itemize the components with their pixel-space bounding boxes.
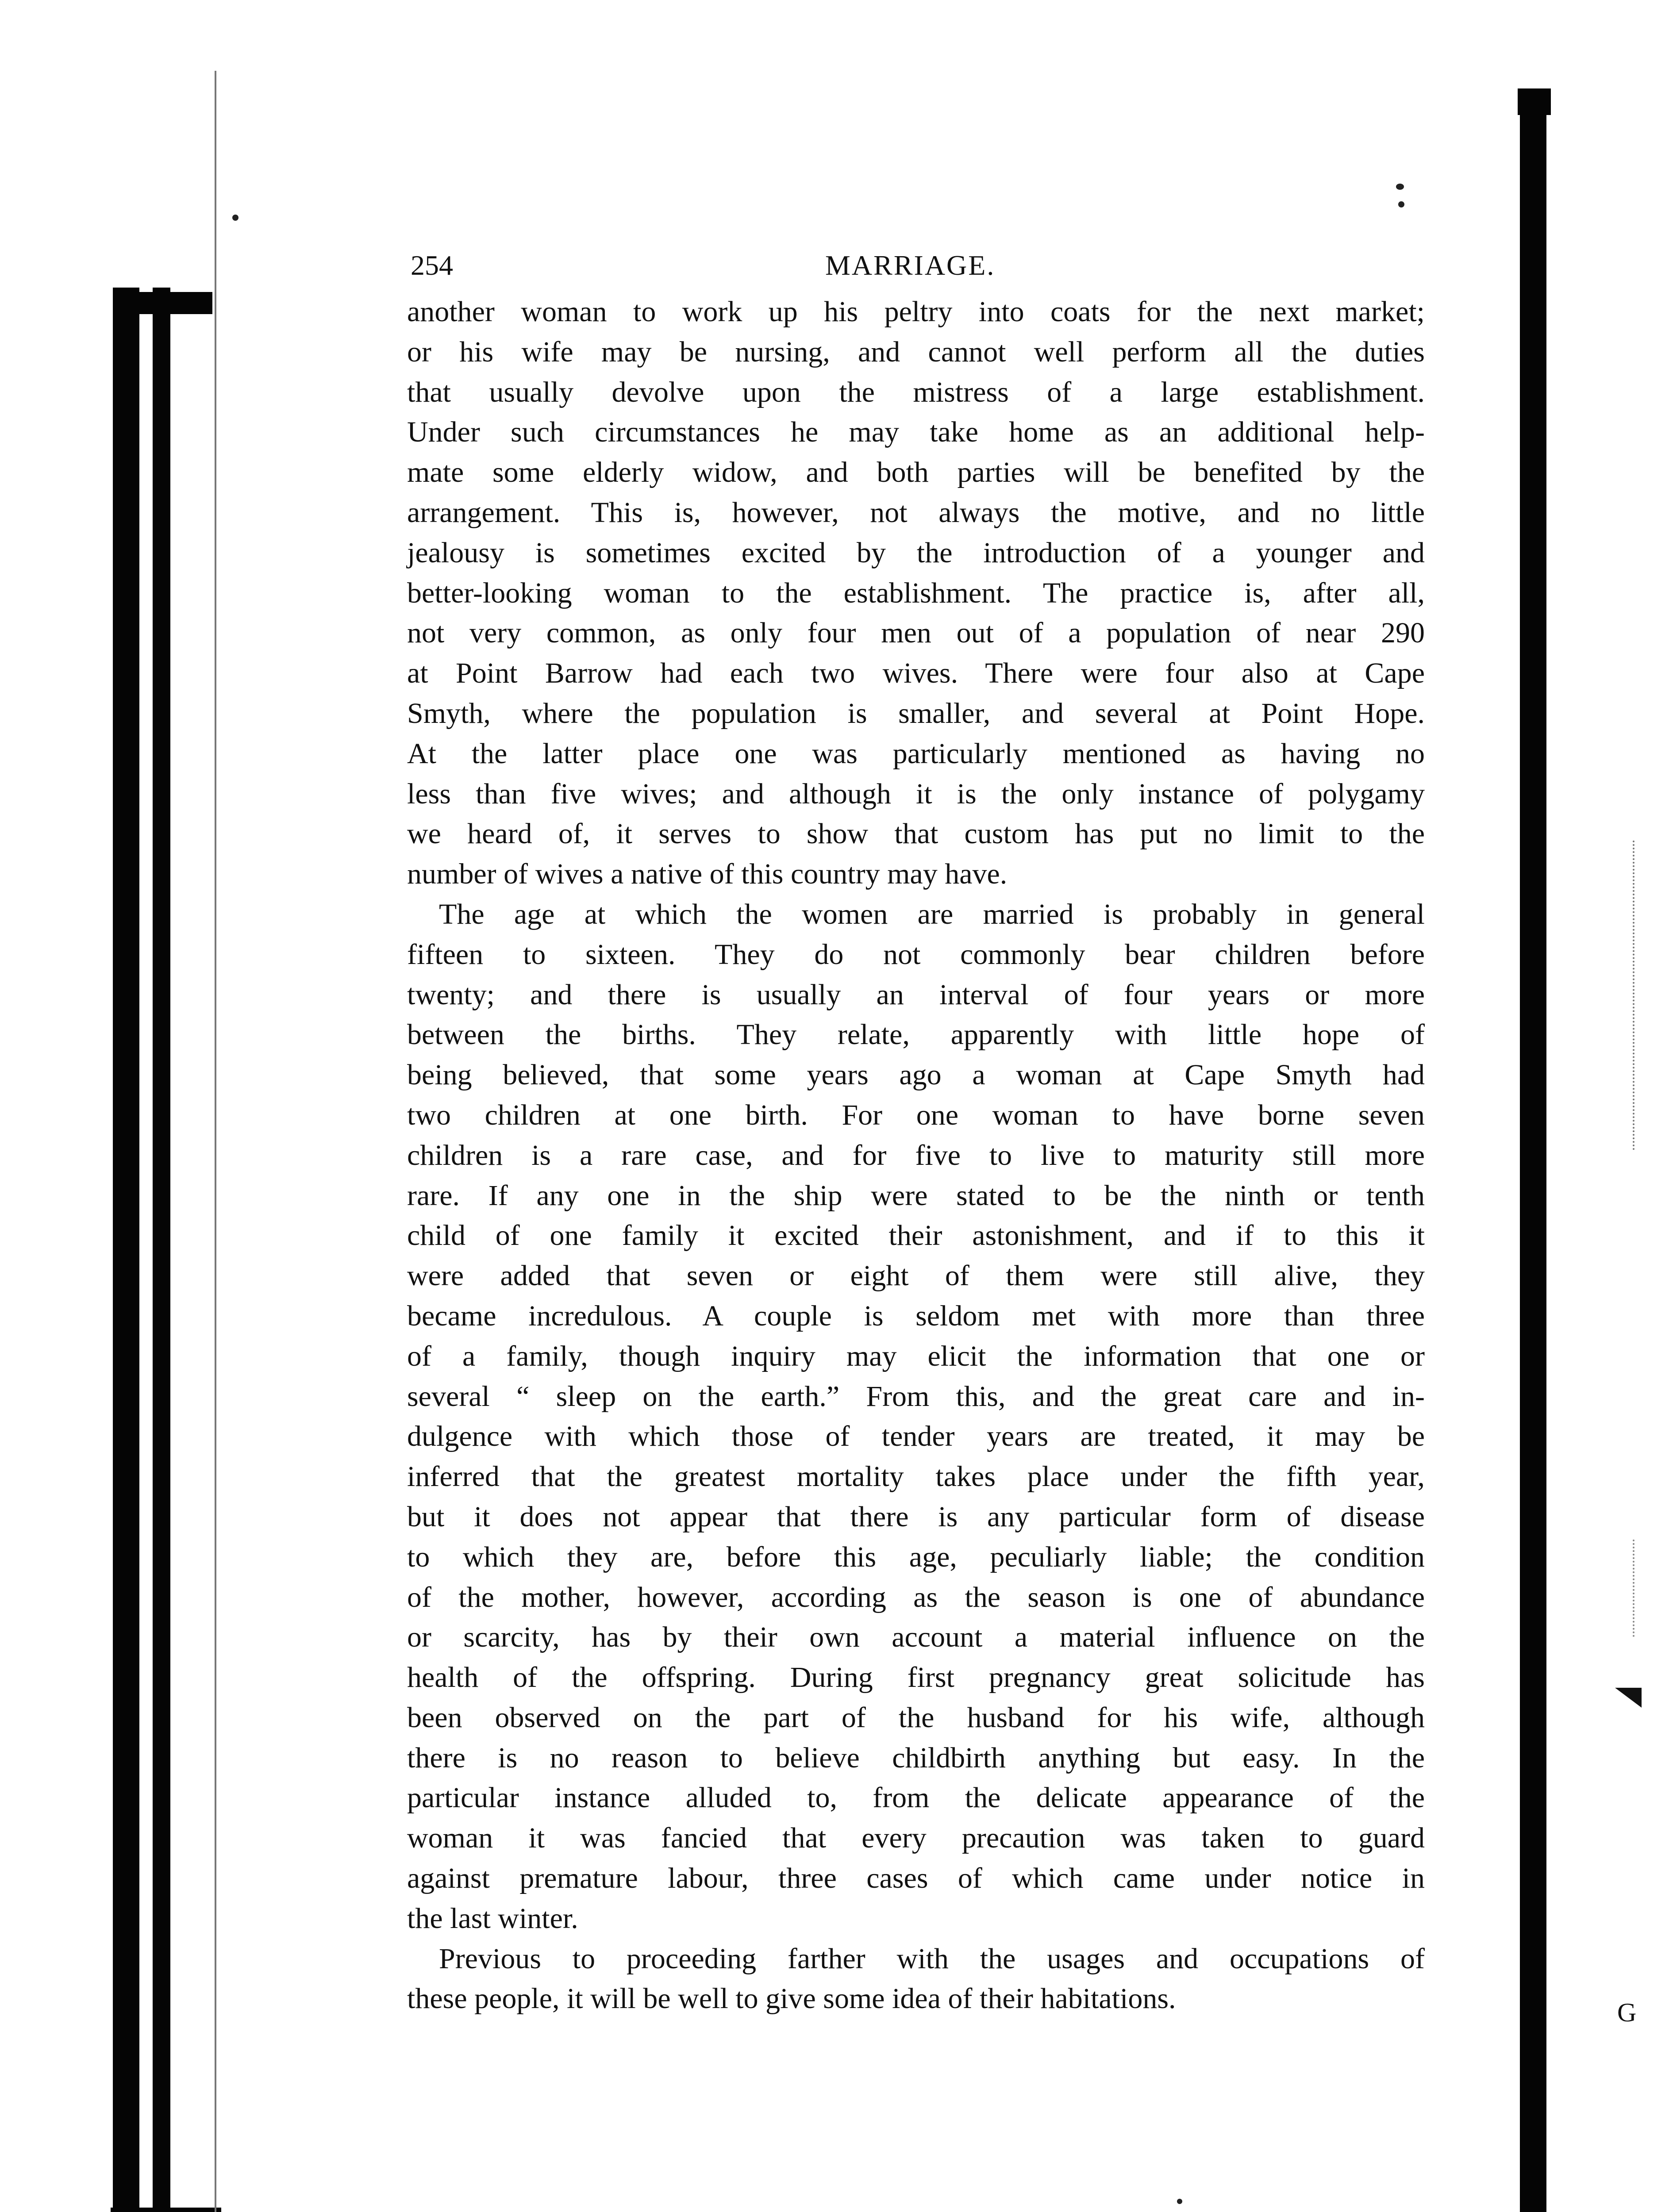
page-number: 254 <box>411 250 453 281</box>
ink-speck <box>1398 201 1404 207</box>
text-line: to which they are, before this age, peculiarly liable; the condition <box>407 1540 1425 1573</box>
text-line: were added that seven or eight of them were still alive, they <box>407 1260 1425 1292</box>
text-line: being believed, that some years ago a woman at Cape Smyth had <box>407 1059 1425 1091</box>
running-head: MARRIAGE. <box>825 250 996 281</box>
scan-edge-dotted-marks-lower <box>1633 1540 1637 1637</box>
paragraph <box>407 895 1425 1939</box>
text-line: The age at which the women are married is probably in general <box>439 898 1425 930</box>
text-line: Smyth, where the population is smaller, and several at Point Hope. <box>407 697 1425 730</box>
margin-letter: G <box>1617 1998 1637 2027</box>
ink-speck <box>1177 2199 1182 2204</box>
text-line: number of wives a native of this country may have. <box>407 858 1008 891</box>
text-line: particular instance alluded to, from the delicate appearance of the <box>407 1782 1425 1814</box>
text-line: of a family, though inquiry may elicit the information that one or <box>407 1340 1425 1372</box>
text-line: or his wife may be nursing, and cannot well perform all the duties <box>407 335 1425 368</box>
scan-edge-bar-right <box>1520 111 1546 2212</box>
text-line: we heard of, it serves to show that custom has put no limit to the <box>407 818 1425 850</box>
scan-edge-dotted-marks <box>1633 841 1637 1150</box>
text-line: Previous to proceeding farther with the usages and occupations of <box>439 1942 1425 1975</box>
text-line: less than five wives; and although it is the only instance of polygamy <box>407 777 1425 810</box>
text-line: that usually devolve upon the mistress of a large establishment. <box>407 376 1425 408</box>
text-line: not very common, as only four men out of a population of near 290 <box>407 617 1425 649</box>
text-line: Under such circumstances he may take home as an additional help- <box>407 416 1425 449</box>
body-text <box>407 292 1425 2019</box>
text-line: dulgence with which those of tender years are treated, it may be <box>407 1420 1425 1453</box>
text-line: health of the offspring. During first pregnancy great solicitude has <box>407 1661 1425 1694</box>
scan-edge-thin-rule <box>215 71 216 2212</box>
text-line: child of one family it excited their astonishment, and if to this it <box>407 1219 1425 1252</box>
paragraph <box>407 292 1425 895</box>
scan-edge-bar-left-inner <box>153 288 170 2212</box>
scan-edge-wedge-mark <box>1615 1688 1642 1708</box>
text-line: there is no reason to believe childbirth anything but easy. In the <box>407 1741 1425 1774</box>
text-line: rare. If any one in the ship were stated to be the ninth or tenth <box>407 1179 1425 1212</box>
text-line: children is a rare case, and for five to live to maturity still more <box>407 1139 1425 1171</box>
text-line: but it does not appear that there is any particular form of disease <box>407 1500 1425 1533</box>
text-line: the last winter. <box>407 1902 578 1935</box>
ink-speck <box>1396 184 1404 190</box>
scan-edge-notch-top <box>133 292 212 314</box>
text-line: of the mother, however, according as the season is one of abundance <box>407 1581 1425 1613</box>
text-line: these people, it will be well to give some idea of their habitations. <box>407 1982 1176 2015</box>
scan-edge-notch-bottom <box>111 2208 221 2212</box>
text-line: two children at one birth. For one woman to have borne seven <box>407 1098 1425 1131</box>
text-line: mate some elderly widow, and both parties will be benefited by the <box>407 456 1425 489</box>
text-line: jealousy is sometimes excited by the introduction of a younger and <box>407 536 1425 569</box>
text-line: another woman to work up his peltry into coats for the next market; <box>407 296 1425 328</box>
text-line: inferred that the greatest mortality takes place under the fifth year, <box>407 1460 1425 1493</box>
ink-speck <box>232 215 238 221</box>
text-line: fifteen to sixteen. They do not commonly bear children before <box>407 938 1425 971</box>
text-line: arrangement. This is, however, not always the motive, and no little <box>407 496 1425 529</box>
paragraph <box>407 1939 1425 2020</box>
text-line: twenty; and there is usually an interval of four years or more <box>407 978 1425 1011</box>
text-line: between the births. They relate, apparently with little hope of <box>407 1018 1425 1051</box>
text-line: At the latter place one was particularly mentioned as having no <box>407 737 1425 770</box>
text-line: woman it was fancied that every precaution was taken to guard <box>407 1822 1425 1855</box>
text-line: became incredulous. A couple is seldom met with more than three <box>407 1299 1425 1332</box>
text-line: several “ sleep on the earth.” From this, and the great care and in- <box>407 1380 1425 1413</box>
text-line: or scarcity, has by their own account a material influence on the <box>407 1621 1425 1654</box>
text-line: at Point Barrow had each two wives. There were four also at Cape <box>407 657 1425 690</box>
text-line: been observed on the part of the husband for his wife, although <box>407 1701 1425 1734</box>
text-line: against premature labour, three cases of which came under notice in <box>407 1862 1425 1895</box>
scan-edge-bar-left <box>113 288 139 2212</box>
text-line: better-looking woman to the establishment. The practice is, after all, <box>407 576 1425 609</box>
